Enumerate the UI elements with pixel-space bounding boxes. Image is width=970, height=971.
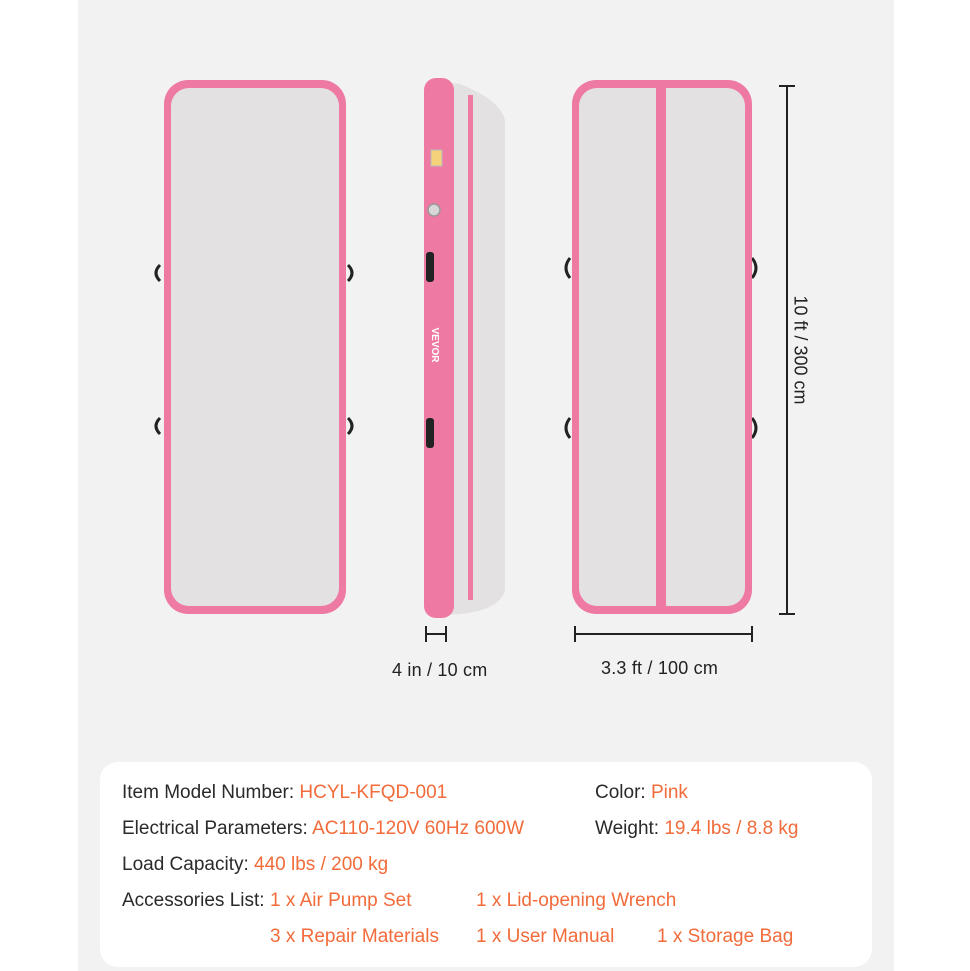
mat-handle — [348, 418, 352, 434]
label-tag-icon — [431, 150, 442, 166]
mat-handle — [566, 258, 570, 278]
mat-top-view — [156, 80, 352, 614]
mat-handle — [156, 418, 160, 434]
mat-top-view-striped — [566, 80, 756, 614]
load-row — [122, 854, 388, 876]
color-value: Pink — [650, 782, 688, 803]
color-label: Color: — [595, 782, 651, 803]
model-value: HCYL-KFQD-001 — [299, 782, 448, 803]
brand-logo: VEVOR — [429, 327, 440, 363]
load-label: Load Capacity: — [122, 854, 255, 875]
color-row — [595, 782, 688, 804]
side-handle — [426, 418, 434, 448]
side-handle — [426, 252, 434, 282]
thickness-label: 4 in / 10 cm — [392, 660, 488, 680]
length-label: 10 ft / 300 cm — [790, 295, 811, 405]
model-label: Item Model Number: — [122, 782, 300, 803]
width-label: 3.3 ft / 100 cm — [601, 658, 719, 678]
mat-handle — [156, 265, 160, 281]
accessory-item: 1 x Air Pump Set — [270, 890, 412, 911]
air-valve-icon — [428, 204, 440, 216]
mat-handle — [752, 418, 756, 438]
accessories-row — [122, 890, 265, 912]
load-value: 440 lbs / 200 kg — [254, 854, 389, 875]
accessories-label: Accessories List: — [122, 890, 265, 911]
electrical-row — [122, 818, 524, 840]
mat-handle — [348, 265, 352, 281]
accessory-item: 1 x Lid-opening Wrench — [476, 890, 677, 911]
weight-label: Weight: — [595, 818, 665, 839]
mat-handle — [752, 258, 756, 278]
accessory-item: 1 x User Manual — [476, 926, 615, 947]
accessory-item: 1 x Storage Bag — [657, 926, 794, 947]
weight-value: 19.4 lbs / 8.8 kg — [664, 818, 799, 839]
weight-row — [595, 818, 799, 840]
model-row — [122, 782, 447, 804]
mat-handle — [566, 418, 570, 438]
electrical-value: AC110-120V 60Hz 600W — [312, 818, 525, 839]
accessory-item: 3 x Repair Materials — [270, 926, 439, 947]
electrical-label: Electrical Parameters: — [122, 818, 313, 839]
spec-card — [100, 762, 872, 967]
